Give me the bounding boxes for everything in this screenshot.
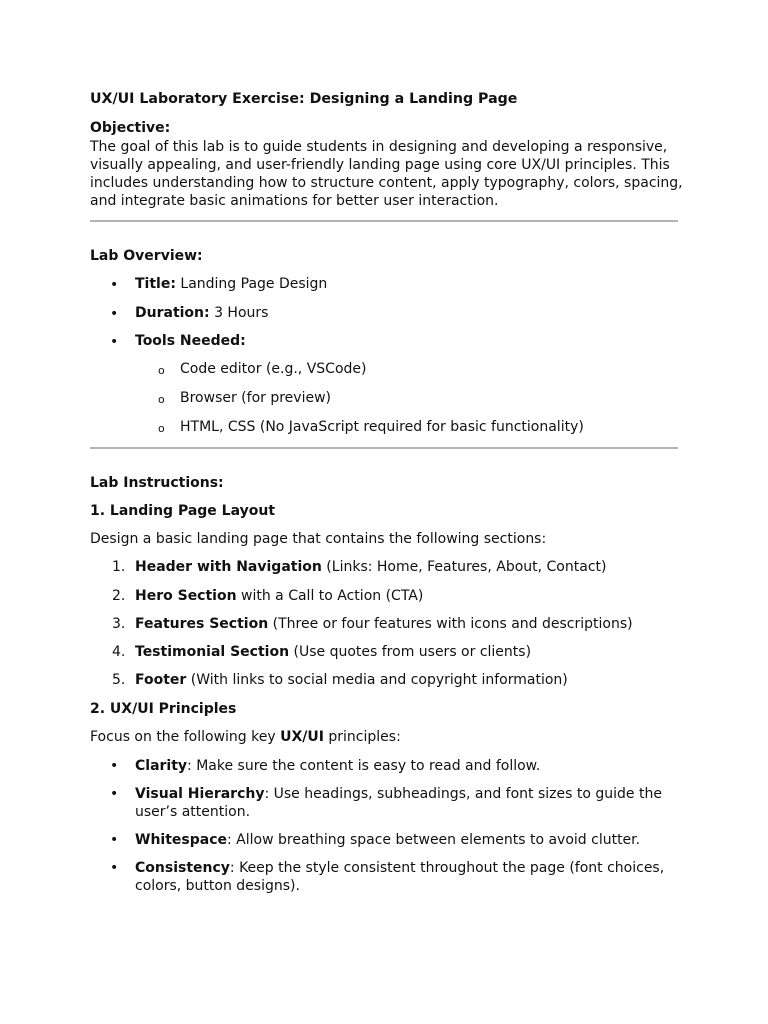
principle-text: : Allow breathing space between elements to avoid clutter. bbox=[227, 832, 641, 848]
list-item bbox=[135, 672, 568, 688]
principle-item bbox=[135, 785, 675, 821]
overview-item-title bbox=[135, 276, 327, 292]
section2-intro bbox=[90, 729, 401, 745]
list-item bbox=[135, 559, 606, 575]
bullet-icon: • bbox=[110, 786, 119, 802]
bullet-icon: • bbox=[110, 758, 119, 774]
principle-item bbox=[135, 831, 680, 849]
bullet-icon: • bbox=[110, 334, 119, 350]
list-item-label: Features Section bbox=[135, 616, 269, 632]
overview-item-label: Tools Needed: bbox=[135, 333, 246, 349]
objective-text: The goal of this lab is to guide students in designing and developing a responsive, visually appealing, and user-friendly landing page using core UX/UI principles. This includes understanding how to structure content, apply typography, colors, spacing, and integrate basic animations for better user interaction. bbox=[90, 139, 683, 209]
list-item-label: Testimonial Section bbox=[135, 644, 290, 660]
bullet-icon: • bbox=[110, 277, 119, 293]
principle-label: Clarity bbox=[135, 758, 188, 774]
list-item-text: (Links: Home, Features, About, Contact) bbox=[321, 559, 607, 575]
instructions-heading: Lab Instructions: bbox=[90, 475, 224, 491]
section1-heading: 1. Landing Page Layout bbox=[90, 503, 276, 519]
tool-item: HTML, CSS (No JavaScript required for basic functionality) bbox=[180, 419, 584, 435]
section1-intro: Design a basic landing page that contains the following sections: bbox=[90, 531, 547, 547]
bullet-icon: • bbox=[110, 306, 119, 322]
list-number: 4. bbox=[112, 644, 126, 660]
list-number: 1. bbox=[112, 559, 126, 575]
horizontal-rule bbox=[90, 220, 678, 222]
list-item-text: with a Call to Action (CTA) bbox=[236, 588, 424, 604]
principle-label: Consistency bbox=[135, 860, 230, 876]
list-item-label: Hero Section bbox=[135, 588, 237, 604]
tool-item: Code editor (e.g., VSCode) bbox=[180, 361, 367, 377]
overview-item-tools bbox=[135, 333, 246, 349]
list-item-label: Footer bbox=[135, 672, 187, 688]
bullet-icon: • bbox=[110, 832, 119, 848]
section2-heading: 2. UX/UI Principles bbox=[90, 701, 237, 717]
sub-bullet-icon: o bbox=[158, 364, 165, 377]
principle-label: Visual Hierarchy bbox=[135, 786, 265, 802]
principle-item bbox=[135, 859, 675, 895]
principle-item bbox=[135, 757, 675, 775]
bullet-icon: • bbox=[110, 860, 119, 876]
principle-text: : Use headings, subheadings, and font sizes to guide the user’s attention. bbox=[135, 786, 662, 820]
principle-text: : Keep the style consistent throughout the page (font choices, colors, button designs). bbox=[135, 860, 665, 894]
overview-item-label: Duration: bbox=[135, 305, 210, 321]
overview-item-value: Landing Page Design bbox=[175, 276, 328, 292]
list-item-label: Header with Navigation bbox=[135, 559, 322, 575]
sub-bullet-icon: o bbox=[158, 422, 165, 435]
list-item-text: (Use quotes from users or clients) bbox=[289, 644, 532, 660]
document-title: UX/UI Laboratory Exercise: Designing a Landing Page bbox=[90, 91, 518, 107]
list-item bbox=[135, 644, 531, 660]
principle-label: Whitespace bbox=[135, 832, 227, 848]
objective-label: Objective: bbox=[90, 120, 171, 136]
list-item-text: (With links to social media and copyright information) bbox=[186, 672, 568, 688]
overview-item-label: Title: bbox=[135, 276, 176, 292]
overview-heading: Lab Overview: bbox=[90, 248, 203, 264]
list-number: 5. bbox=[112, 672, 126, 688]
principle-text: : Make sure the content is easy to read and follow. bbox=[187, 758, 541, 774]
list-number: 3. bbox=[112, 616, 126, 632]
horizontal-rule bbox=[90, 447, 678, 449]
list-item bbox=[135, 616, 633, 632]
tool-item: Browser (for preview) bbox=[180, 390, 331, 406]
list-number: 2. bbox=[112, 588, 126, 604]
list-item-text: (Three or four features with icons and descriptions) bbox=[268, 616, 633, 632]
section2-intro-after: principles: bbox=[323, 729, 401, 745]
overview-item-duration bbox=[135, 305, 268, 321]
overview-item-value: 3 Hours bbox=[209, 305, 269, 321]
section2-intro-before: Focus on the following key bbox=[90, 729, 281, 745]
section2-intro-bold: UX/UI bbox=[280, 729, 324, 745]
list-item bbox=[135, 588, 423, 604]
sub-bullet-icon: o bbox=[158, 393, 165, 406]
